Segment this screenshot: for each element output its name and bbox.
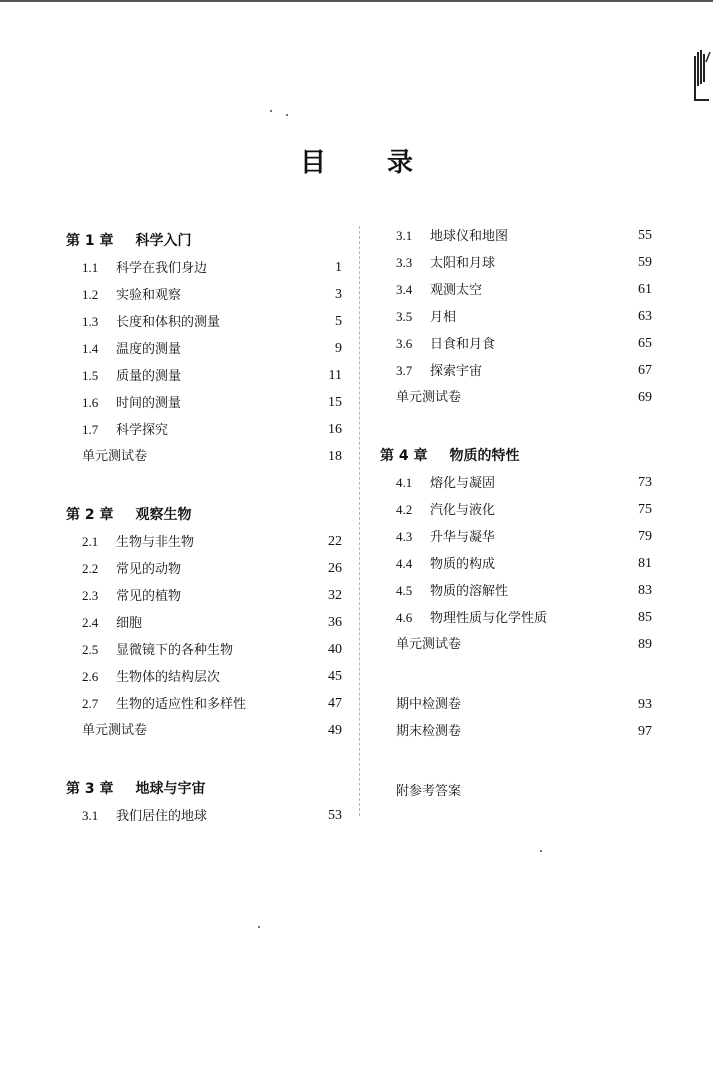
section-title: 时间的测量 xyxy=(116,396,182,411)
page-number: 73 xyxy=(638,475,652,490)
section-number: 2.4 xyxy=(82,615,99,630)
chapter-number: 第 4 章 xyxy=(380,448,428,464)
page-number: 61 xyxy=(638,282,652,297)
section-title: 显微镜下的各种生物 xyxy=(116,643,234,658)
section-number: 3.1 xyxy=(82,808,99,823)
toc-entry[interactable] xyxy=(66,582,342,609)
toc-entry-final[interactable] xyxy=(380,718,652,745)
page-number: 65 xyxy=(638,336,652,351)
chapter-heading[interactable] xyxy=(66,228,342,254)
chapter-heading[interactable] xyxy=(66,502,342,528)
scan-speck xyxy=(286,114,288,116)
section-title: 细胞 xyxy=(116,616,143,631)
toc-entry[interactable] xyxy=(66,609,342,636)
section-title: 物质的溶解性 xyxy=(430,584,509,599)
section-number: 2.5 xyxy=(82,642,99,657)
section-number: 4.4 xyxy=(396,556,413,571)
page-number: 5 xyxy=(335,314,342,329)
toc-entry[interactable] xyxy=(380,249,652,276)
toc-entry[interactable] xyxy=(380,550,652,577)
chapter-title: 地球与宇宙 xyxy=(135,781,206,797)
page-number: 26 xyxy=(328,561,342,576)
section-title: 日食和月食 xyxy=(430,337,496,352)
toc-entry[interactable] xyxy=(380,357,652,384)
scan-speck xyxy=(258,926,260,928)
section-number: 3.5 xyxy=(396,309,413,324)
section-title: 长度和体积的测量 xyxy=(116,315,221,330)
toc-entry-midterm[interactable] xyxy=(380,691,652,718)
page-number: 22 xyxy=(328,534,342,549)
section-number: 3.3 xyxy=(396,255,413,270)
toc-entry-unit-test[interactable] xyxy=(380,384,652,411)
toc-entry[interactable] xyxy=(380,303,652,330)
page-title: 目 录 xyxy=(299,148,440,178)
toc-entry[interactable] xyxy=(380,577,652,604)
page-number: 55 xyxy=(638,228,652,243)
toc-entry-unit-test[interactable] xyxy=(380,631,652,658)
page-number: 15 xyxy=(328,395,342,410)
toc-entry[interactable] xyxy=(66,802,342,829)
page-number: 45 xyxy=(328,669,342,684)
toc-entry-unit-test[interactable] xyxy=(66,717,342,744)
section-number: 1.1 xyxy=(82,260,99,275)
section-title: 生物体的结构层次 xyxy=(116,670,221,685)
section-number: 2.3 xyxy=(82,588,99,603)
toc-entry[interactable] xyxy=(380,469,652,496)
toc-right-column xyxy=(380,224,652,805)
page-number: 36 xyxy=(328,615,342,630)
chapter-title: 物质的特性 xyxy=(449,448,520,464)
page-number: 89 xyxy=(638,637,652,652)
section-number: 3.4 xyxy=(396,282,413,297)
toc-entry-answers[interactable] xyxy=(380,778,652,805)
section-number: 1.4 xyxy=(82,341,99,356)
chapter-number: 第 1 章 xyxy=(66,233,114,249)
page-number: 83 xyxy=(638,583,652,598)
section-number: 1.7 xyxy=(82,422,99,437)
section-title: 期中检测卷 xyxy=(396,697,462,712)
section-number: 2.2 xyxy=(82,561,99,576)
section-title: 单元测试卷 xyxy=(396,390,462,405)
section-title: 升华与凝华 xyxy=(430,530,496,545)
page-number: 40 xyxy=(328,642,342,657)
section-title: 常见的动物 xyxy=(116,562,182,577)
page-number: 3 xyxy=(335,287,342,302)
chapter-title: 科学入门 xyxy=(135,233,192,249)
toc-entry[interactable] xyxy=(66,528,342,555)
section-number: 2.1 xyxy=(82,534,99,549)
section-number: 4.1 xyxy=(396,475,413,490)
toc-entry[interactable] xyxy=(380,604,652,631)
section-title: 物理性质与化学性质 xyxy=(430,611,548,626)
section-title: 科学探究 xyxy=(116,423,169,438)
section-number: 1.6 xyxy=(82,395,99,410)
section-title: 观测太空 xyxy=(430,283,483,298)
section-number: 1.5 xyxy=(82,368,99,383)
chapter-number: 第 3 章 xyxy=(66,781,114,797)
section-title: 熔化与凝固 xyxy=(430,476,496,491)
chapter-heading[interactable] xyxy=(66,776,342,802)
page-number: 85 xyxy=(638,610,652,625)
column-divider xyxy=(359,226,360,816)
section-number: 3.6 xyxy=(396,336,413,351)
toc-entry[interactable] xyxy=(66,308,342,335)
section-title: 温度的测量 xyxy=(116,342,182,357)
page-number: 49 xyxy=(328,723,342,738)
scan-speck xyxy=(540,850,542,852)
section-number: 4.6 xyxy=(396,610,413,625)
toc-entry[interactable] xyxy=(380,523,652,550)
section-title: 常见的植物 xyxy=(116,589,182,604)
chapter-heading[interactable] xyxy=(380,443,652,469)
page-number: 9 xyxy=(335,341,342,356)
toc-entry[interactable] xyxy=(380,222,652,249)
spacer xyxy=(380,658,652,691)
toc-entry[interactable] xyxy=(380,330,652,357)
section-title: 单元测试卷 xyxy=(396,637,462,652)
section-title: 生物的适应性和多样性 xyxy=(116,697,247,712)
page-number: 81 xyxy=(638,556,652,571)
scan-speck xyxy=(270,110,272,112)
page-number: 18 xyxy=(328,449,342,464)
spacer xyxy=(380,745,652,778)
section-number: 1.2 xyxy=(82,287,99,302)
page-number: 67 xyxy=(638,363,652,378)
section-title: 生物与非生物 xyxy=(116,535,195,550)
page-number: 16 xyxy=(328,422,342,437)
toc-entry-unit-test[interactable] xyxy=(66,443,342,470)
toc-left-column xyxy=(66,224,342,829)
page-number: 97 xyxy=(638,724,652,739)
toc-entry[interactable] xyxy=(66,555,342,582)
section-number: 4.2 xyxy=(396,502,413,517)
section-number: 3.1 xyxy=(396,228,413,243)
page-number: 93 xyxy=(638,697,652,712)
section-title: 汽化与液化 xyxy=(430,503,496,518)
page-number: 53 xyxy=(328,808,342,823)
section-title: 地球仪和地图 xyxy=(430,229,509,244)
section-title: 实验和观察 xyxy=(116,288,182,303)
toc-entry[interactable] xyxy=(66,416,342,443)
section-title: 单元测试卷 xyxy=(82,723,148,738)
toc-entry[interactable] xyxy=(66,254,342,281)
section-title: 月相 xyxy=(430,310,457,325)
section-title: 探索宇宙 xyxy=(430,364,483,379)
toc-entry[interactable] xyxy=(66,690,342,717)
page-number: 75 xyxy=(638,502,652,517)
section-number: 4.3 xyxy=(396,529,413,544)
section-title: 期末检测卷 xyxy=(396,724,462,739)
page-number: 69 xyxy=(638,390,652,405)
page-number: 1 xyxy=(335,260,342,275)
chapter-title: 观察生物 xyxy=(135,507,192,523)
toc-entry[interactable] xyxy=(66,636,342,663)
toc-entry[interactable] xyxy=(66,335,342,362)
page-number: 32 xyxy=(328,588,342,603)
toc-entry[interactable] xyxy=(66,663,342,690)
page-number: 47 xyxy=(328,696,342,711)
page-number: 59 xyxy=(638,255,652,270)
section-number: 2.6 xyxy=(82,669,99,684)
toc-entry[interactable] xyxy=(66,389,342,416)
section-number: 2.7 xyxy=(82,696,99,711)
section-title: 附参考答案 xyxy=(396,784,462,799)
toc-entry[interactable] xyxy=(66,281,342,308)
toc-entry[interactable] xyxy=(380,496,652,523)
section-title: 太阳和月球 xyxy=(430,256,496,271)
section-number: 3.7 xyxy=(396,363,413,378)
section-title: 质量的测量 xyxy=(116,369,182,384)
toc-entry[interactable] xyxy=(66,362,342,389)
page-number: 79 xyxy=(638,529,652,544)
toc-entry[interactable] xyxy=(380,276,652,303)
section-title: 科学在我们身边 xyxy=(116,261,208,276)
section-title: 我们居住的地球 xyxy=(116,809,208,824)
page-top-edge xyxy=(0,0,713,2)
section-title: 单元测试卷 xyxy=(82,449,148,464)
binding-mark-icon xyxy=(692,48,712,108)
section-number: 1.3 xyxy=(82,314,99,329)
chapter-number: 第 2 章 xyxy=(66,507,114,523)
page-number: 63 xyxy=(638,309,652,324)
section-number: 4.5 xyxy=(396,583,413,598)
section-title: 物质的构成 xyxy=(430,557,496,572)
page-number: 11 xyxy=(328,368,342,383)
